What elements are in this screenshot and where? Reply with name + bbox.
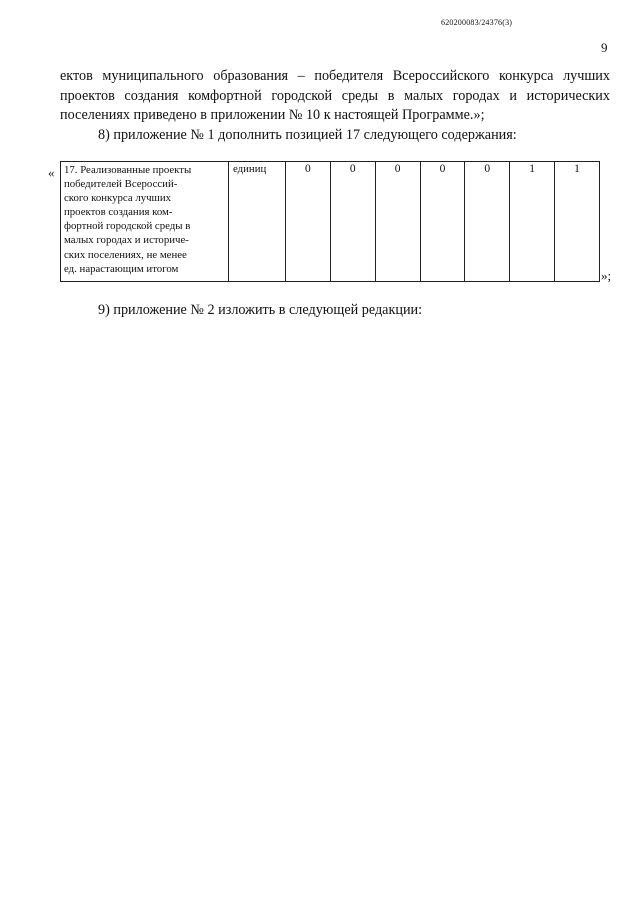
indicator-name-line: малых городах и историче- bbox=[64, 234, 189, 247]
opening-quote: « bbox=[48, 165, 55, 180]
table-row bbox=[61, 162, 600, 282]
indicator-name-line: ского конкурса лучших bbox=[64, 192, 172, 205]
unit-cell: единиц bbox=[229, 162, 286, 282]
value-cell: 1 bbox=[555, 162, 600, 282]
paragraph-item-9: 9) приложение № 2 изложить в следующей редакции: bbox=[98, 302, 423, 318]
paragraph-line: поселениях приведено в приложении № 10 к настоящей Программе.»; bbox=[60, 107, 485, 123]
page-number: 9 bbox=[601, 40, 608, 55]
position-17-table bbox=[60, 161, 600, 282]
value-cell: 0 bbox=[286, 162, 331, 282]
indicator-name-line: ед. нарастающим итогом bbox=[64, 262, 179, 275]
paragraph-line: ектов муниципального образования – победителя Всероссийского конкурса лучших bbox=[60, 68, 610, 84]
indicator-name-line: ских поселениях, не менее bbox=[64, 248, 187, 261]
value-cell: 0 bbox=[375, 162, 420, 282]
value-cell: 0 bbox=[420, 162, 465, 282]
indicator-name-line: фортной городской среды в bbox=[64, 220, 191, 233]
indicator-name-line: 17. Реализованные проекты bbox=[64, 164, 192, 176]
value-cell: 0 bbox=[330, 162, 375, 282]
value-cell: 1 bbox=[510, 162, 555, 282]
indicator-name-line: проектов создания ком- bbox=[64, 206, 173, 219]
indicator-name-cell bbox=[61, 162, 229, 282]
indicator-name-line: победителей Всероссий- bbox=[64, 178, 178, 191]
paragraph-continuation bbox=[60, 67, 610, 126]
paragraph-line: проектов создания комфортной городской среды в малых городах и исторических bbox=[60, 87, 610, 104]
closing-quote: »; bbox=[601, 268, 612, 283]
paragraph-item-8: 8) приложение № 1 дополнить позицией 17 следующего содержания: bbox=[98, 127, 517, 143]
document-id: 620200083/24376(3) bbox=[441, 18, 513, 27]
value-cell: 0 bbox=[465, 162, 510, 282]
